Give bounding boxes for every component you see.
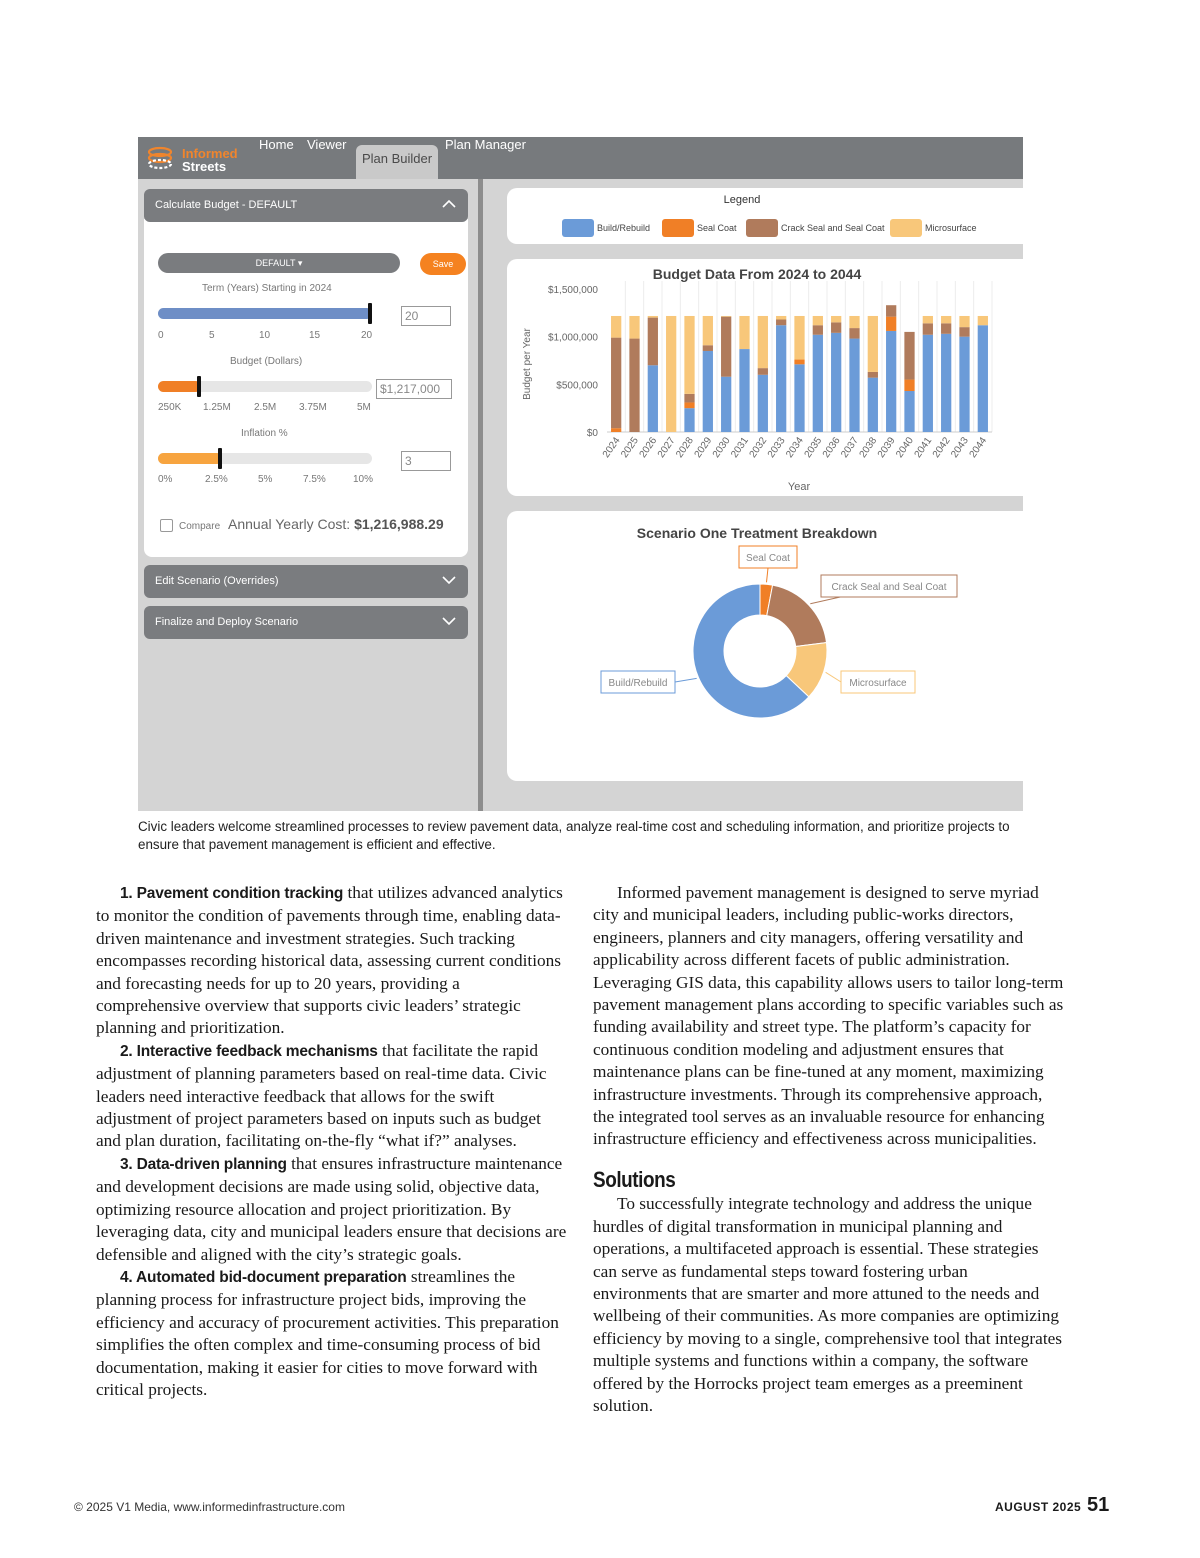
term-label: Term (Years) Starting in 2024 [202, 283, 332, 294]
lead-phrase: 4. Automated bid-document preparation [120, 1268, 407, 1286]
bar-segment-build-2037[interactable] [849, 339, 859, 432]
y-tick-label: $500,000 [556, 380, 598, 392]
bar-segment-micro-2044[interactable] [978, 316, 988, 325]
annual-cost-value: $1,216,988.29 [354, 516, 444, 532]
legend-label-seal[interactable]: Seal Coat [697, 223, 737, 233]
x-tick-label: 2028 [674, 435, 696, 460]
bar-segment-crack-2025[interactable] [629, 339, 639, 432]
x-tick-label: 2026 [637, 435, 660, 460]
legend-swatch-micro[interactable] [890, 219, 922, 237]
term-slider-handle[interactable] [368, 303, 372, 324]
bar-segment-micro-2030[interactable] [721, 316, 731, 317]
inflation-tick: 7.5% [303, 474, 326, 485]
y-tick-label: $0 [586, 428, 598, 439]
bar-segment-micro-2043[interactable] [959, 316, 969, 327]
paragraph-text: that ensures infrastructure maintenance and development decisions are made using solid, objective data, optimizing resource allocation and project prioritization. By leveraging data, city and municipal leaders ensure that decisions are defensible and aligned with the city’s strategic goals. [96, 1153, 567, 1264]
bar-segment-build-2040[interactable] [904, 391, 914, 432]
finalize-scenario-title: Finalize and Deploy Scenario [155, 616, 299, 628]
budget-tick: 1.25M [203, 402, 231, 413]
panel-splitter[interactable] [478, 179, 483, 811]
x-tick-label: 2032 [747, 435, 770, 460]
bar-segment-crack-2029[interactable] [703, 345, 713, 351]
bar-segment-crack-2042[interactable] [941, 323, 951, 333]
x-tick-label: 2033 [765, 435, 788, 460]
bar-segment-build-2038[interactable] [868, 378, 878, 432]
bar-segment-micro-2024[interactable] [611, 316, 621, 338]
legend-swatch-crack[interactable] [746, 219, 778, 237]
bar-segment-build-2030[interactable] [721, 377, 731, 432]
budget-input[interactable]: $1,217,000 [376, 379, 452, 399]
chevron-down-icon[interactable] [442, 616, 456, 626]
bar-segment-crack-2026[interactable] [648, 318, 658, 366]
article-column-left [96, 882, 568, 1401]
calculate-budget-body [144, 219, 468, 557]
compare-label: Compare [179, 521, 221, 532]
budget-slider[interactable] [158, 381, 372, 392]
budget-tick: 3.75M [299, 402, 327, 413]
bar-segment-micro-2032[interactable] [758, 316, 768, 368]
chevron-down-icon[interactable] [442, 575, 456, 585]
bar-segment-build-2032[interactable] [758, 375, 768, 432]
budget-slider-fill [158, 381, 201, 392]
article-column-right [593, 882, 1065, 1417]
bar-x-axis-label: Year [787, 481, 811, 493]
bar-segment-build-2028[interactable] [684, 408, 694, 432]
term-tick: 20 [361, 330, 373, 341]
bar-segment-crack-2030[interactable] [721, 317, 731, 377]
term-slider-fill [158, 308, 372, 319]
x-tick-label: 2038 [857, 435, 880, 460]
footer-issue-date: AUGUST 2025 [995, 1500, 1082, 1514]
term-tick: 0 [158, 330, 164, 341]
legend-label-build[interactable]: Build/Rebuild [597, 223, 651, 233]
bar-segment-build-2039[interactable] [886, 331, 896, 432]
bar-segment-build-2035[interactable] [813, 335, 823, 432]
tab-viewer[interactable]: Viewer [307, 137, 347, 152]
logo-text-streets: Streets [182, 159, 227, 174]
x-tick-label: 2029 [692, 435, 715, 460]
figure-caption: Civic leaders welcome streamlined processes to review pavement data, analyze real-time cost and scheduling information, and prioritize projects to ensure that pavement management is efficient and effective. [138, 819, 1010, 852]
x-tick-label: 2039 [875, 435, 898, 460]
bar-y-axis-label: Budget per Year [522, 328, 533, 400]
save-button[interactable]: Save [420, 253, 466, 275]
bar-segment-crack-2036[interactable] [831, 322, 841, 332]
x-tick-label: 2031 [729, 435, 751, 460]
donut-label-micro: Microsurface [849, 678, 907, 689]
budget-tick: 2.5M [254, 402, 277, 413]
inflation-tick: 2.5% [205, 474, 228, 485]
paragraph [96, 1040, 568, 1153]
donut-label-seal: Seal Coat [746, 553, 790, 564]
inflation-label: Inflation % [241, 428, 288, 439]
bar-segment-seal-2040[interactable] [904, 380, 914, 391]
bar-segment-seal-2039[interactable] [886, 317, 896, 331]
paragraph: To successfully integrate technology and address the unique hurdles of digital transformation in municipal planning and operations, a multifaceted approach is essential. These strategies can serve as fundamental steps toward fostering urban environments that are smarter and more attuned to the needs and wellbeing of their communities. As more companies are optimizing efficiency by moving to a single, comprehensive tool that integrates multiple systems and functions within a company, the software offered by the Horrocks project team emerges as a preeminent solution. [593, 1194, 1063, 1415]
bar-segment-crack-2028[interactable] [684, 394, 694, 403]
x-tick-label: 2030 [710, 435, 733, 460]
solutions-heading: Solutions [593, 1166, 676, 1192]
budget-tick: 250K [158, 402, 182, 413]
legend-swatch-seal[interactable] [662, 219, 694, 237]
inflation-slider[interactable] [158, 453, 372, 464]
term-slider[interactable] [158, 308, 372, 319]
paragraph [96, 1153, 568, 1266]
bar-segment-build-2033[interactable] [776, 325, 786, 432]
donut-callout-line [675, 678, 697, 682]
bar-segment-micro-2035[interactable] [813, 316, 823, 325]
bar-segment-micro-2025[interactable] [629, 316, 639, 339]
donut-callout-line [826, 672, 841, 682]
y-tick-label: $1,000,000 [547, 332, 598, 344]
x-tick-label: 2027 [655, 435, 678, 460]
calculate-budget-title: Calculate Budget - DEFAULT [155, 199, 298, 211]
bar-segment-crack-2024[interactable] [611, 338, 621, 429]
scenario-dropdown[interactable] [158, 253, 400, 273]
bar-segment-micro-2042[interactable] [941, 316, 951, 323]
x-tick-label: 2034 [784, 435, 806, 460]
bar-segment-seal-2034[interactable] [794, 360, 804, 365]
legend-svg [507, 188, 1023, 244]
tab-home[interactable]: Home [259, 137, 294, 152]
budget-label: Budget (Dollars) [230, 356, 303, 367]
bar-segment-build-2041[interactable] [923, 335, 933, 432]
bar-segment-micro-2029[interactable] [703, 316, 713, 345]
bar-segment-crack-2037[interactable] [849, 328, 859, 338]
inflation-input[interactable]: 3 [401, 451, 451, 471]
bar-segment-micro-2028[interactable] [684, 316, 694, 394]
treatment-breakdown-card [507, 511, 1023, 781]
term-input[interactable]: 20 [401, 306, 451, 326]
lead-phrase: 3. Data-driven planning [120, 1155, 287, 1173]
bar-segment-crack-2039[interactable] [886, 305, 896, 316]
x-tick-label: 2043 [949, 435, 971, 460]
donut-label-build: Build/Rebuild [608, 678, 668, 689]
bar-segment-micro-2026[interactable] [648, 316, 658, 318]
bar-segment-micro-2038[interactable] [868, 316, 878, 372]
top-navbar [138, 137, 1023, 179]
scenario-dropdown-value: DEFAULT ▾ [255, 258, 303, 268]
app-screenshot [138, 137, 1023, 811]
calculate-budget-header[interactable] [144, 189, 468, 222]
edit-scenario-title: Edit Scenario (Overrides) [155, 575, 279, 587]
x-tick-label: 2044 [967, 435, 990, 460]
bar-segment-crack-2040[interactable] [904, 332, 914, 380]
chevron-up-icon[interactable] [442, 199, 456, 209]
footer-copyright: © 2025 V1 Media, www.informedinfrastructure.com [74, 1500, 345, 1514]
inflation-tick: 0% [158, 474, 173, 485]
bar-segment-crack-2041[interactable] [923, 323, 933, 334]
paragraph-text: that utilizes advanced analytics to monitor the condition of pavements through time, enabling data-driven maintenance and investment strategies. Such tracking encompasses recording historical data, assessing current conditions and forecasting needs for up to 20 years, providing a comprehensive overview that supports civic leaders’ strategic planning and prioritization. [96, 883, 563, 1038]
bar-segment-seal-2028[interactable] [684, 402, 694, 408]
bar-segment-build-2044[interactable] [978, 325, 988, 432]
lead-phrase: 2. Interactive feedback mechanisms [120, 1042, 378, 1060]
x-tick-label: 2040 [894, 435, 916, 460]
bar-segment-seal-2024[interactable] [611, 428, 621, 432]
compare-checkbox[interactable] [160, 519, 173, 532]
treatment-donut-chart [507, 511, 1023, 781]
x-tick-label: 2041 [912, 435, 935, 460]
page-number: 51 [1087, 1494, 1110, 1516]
inflation-tick: 10% [353, 474, 374, 485]
edit-scenario-header[interactable] [144, 565, 468, 598]
bar-segment-micro-2037[interactable] [849, 316, 859, 328]
bar-segment-micro-2034[interactable] [794, 316, 804, 360]
bar-segment-crack-2038[interactable] [868, 372, 878, 378]
bar-segment-micro-2031[interactable] [739, 316, 749, 349]
legend-label-crack[interactable]: Crack Seal and Seal Coat [781, 223, 885, 233]
annual-cost-label: Annual Yearly Cost: [228, 516, 351, 532]
legend-title: Legend [723, 194, 761, 206]
bar-segment-build-2042[interactable] [941, 334, 951, 432]
legend-swatch-build[interactable] [562, 219, 594, 237]
annual-cost [228, 516, 444, 532]
donut-label-crack: Crack Seal and Seal Coat [831, 582, 947, 593]
bar-segment-micro-2027[interactable] [666, 316, 676, 432]
x-tick-label: 2037 [839, 435, 861, 460]
inflation-slider-handle[interactable] [218, 448, 222, 469]
layers-icon [146, 145, 174, 171]
budget-chart-card [507, 259, 1023, 496]
x-tick-label: 2025 [619, 435, 641, 460]
inflation-slider-fill [158, 453, 222, 464]
finalize-scenario-header[interactable] [144, 606, 468, 639]
budget-slider-handle[interactable] [197, 376, 201, 397]
logo-text-informed: Informed [182, 146, 238, 161]
paragraph [96, 882, 568, 1040]
bar-segment-micro-2036[interactable] [831, 316, 841, 322]
tab-plan-builder[interactable]: Plan Builder [356, 145, 438, 179]
bar-segment-build-2026[interactable] [648, 365, 658, 432]
bar-chart-title: Budget Data From 2024 to 2044 [652, 266, 862, 282]
lead-phrase: 1. Pavement condition tracking [120, 885, 344, 902]
paragraph [96, 1266, 568, 1401]
x-tick-label: 2024 [600, 435, 623, 460]
donut-title: Scenario One Treatment Breakdown [636, 525, 878, 541]
term-tick: 10 [259, 330, 271, 341]
bar-segment-build-2036[interactable] [831, 333, 841, 432]
bar-segment-crack-2033[interactable] [776, 320, 786, 326]
donut-slice-crack[interactable] [767, 585, 827, 646]
legend-label-micro[interactable]: Microsurface [925, 223, 977, 233]
tab-plan-manager[interactable]: Plan Manager [445, 137, 526, 152]
legend-card [507, 188, 1023, 244]
x-tick-label: 2036 [820, 435, 843, 460]
term-tick: 5 [209, 330, 215, 341]
paragraph-text: that facilitate the rapid adjustment of planning parameters based on real-time data. Civic leaders need interactive feedback that allows for the swift adjustment of project parameters based on inputs such as budget and plan duration, facilitating on-the-fly “what if?” analyses. [96, 1040, 547, 1151]
bar-segment-crack-2035[interactable] [813, 325, 823, 335]
donut-callout-line [766, 568, 768, 582]
bar-segment-crack-2032[interactable] [758, 368, 768, 375]
y-tick-label: $1,500,000 [547, 285, 598, 296]
bar-segment-build-2031[interactable] [739, 349, 749, 432]
paragraph-text: streamlines the planning process for infrastructure project bids, improving the efficiency and accuracy of procurement activities. This preparation simplifies the often complex and time-consuming process of bid documentation, making it easier for cities to move forward with critical projects. [96, 1266, 559, 1399]
budget-bar-chart [507, 259, 1023, 496]
x-tick-label: 2035 [802, 435, 825, 460]
x-tick-label: 2042 [930, 435, 953, 460]
bar-segment-crack-2043[interactable] [959, 327, 969, 337]
bar-segment-micro-2033[interactable] [776, 316, 786, 320]
term-tick: 15 [309, 330, 321, 341]
app-logo[interactable] [144, 141, 244, 175]
paragraph: Informed pavement management is designed to serve myriad city and municipal leaders, including public-works directors, engineers, planners and city managers, offering versatility and applicability across different facets of public administration. Leveraging GIS data, this capability allows users to tailor long-term pavement management plans according to specific variables such as funding availability and street type. The platform’s capacity for continuous condition modeling and adjustment ensures that maintenance plans can be fine-tuned at any moment, maximizing infrastructure investments. Through its comprehensive approach, the integrated tool serves as an invaluable resource for enhancing infrastructure efficiency and effectiveness across municipalities. [593, 883, 1064, 1149]
bar-segment-build-2043[interactable] [959, 337, 969, 432]
inflation-tick: 5% [258, 474, 273, 485]
bar-segment-build-2034[interactable] [794, 364, 804, 432]
bar-segment-micro-2041[interactable] [923, 316, 933, 323]
bar-segment-build-2029[interactable] [703, 351, 713, 432]
budget-tick: 5M [357, 402, 371, 413]
